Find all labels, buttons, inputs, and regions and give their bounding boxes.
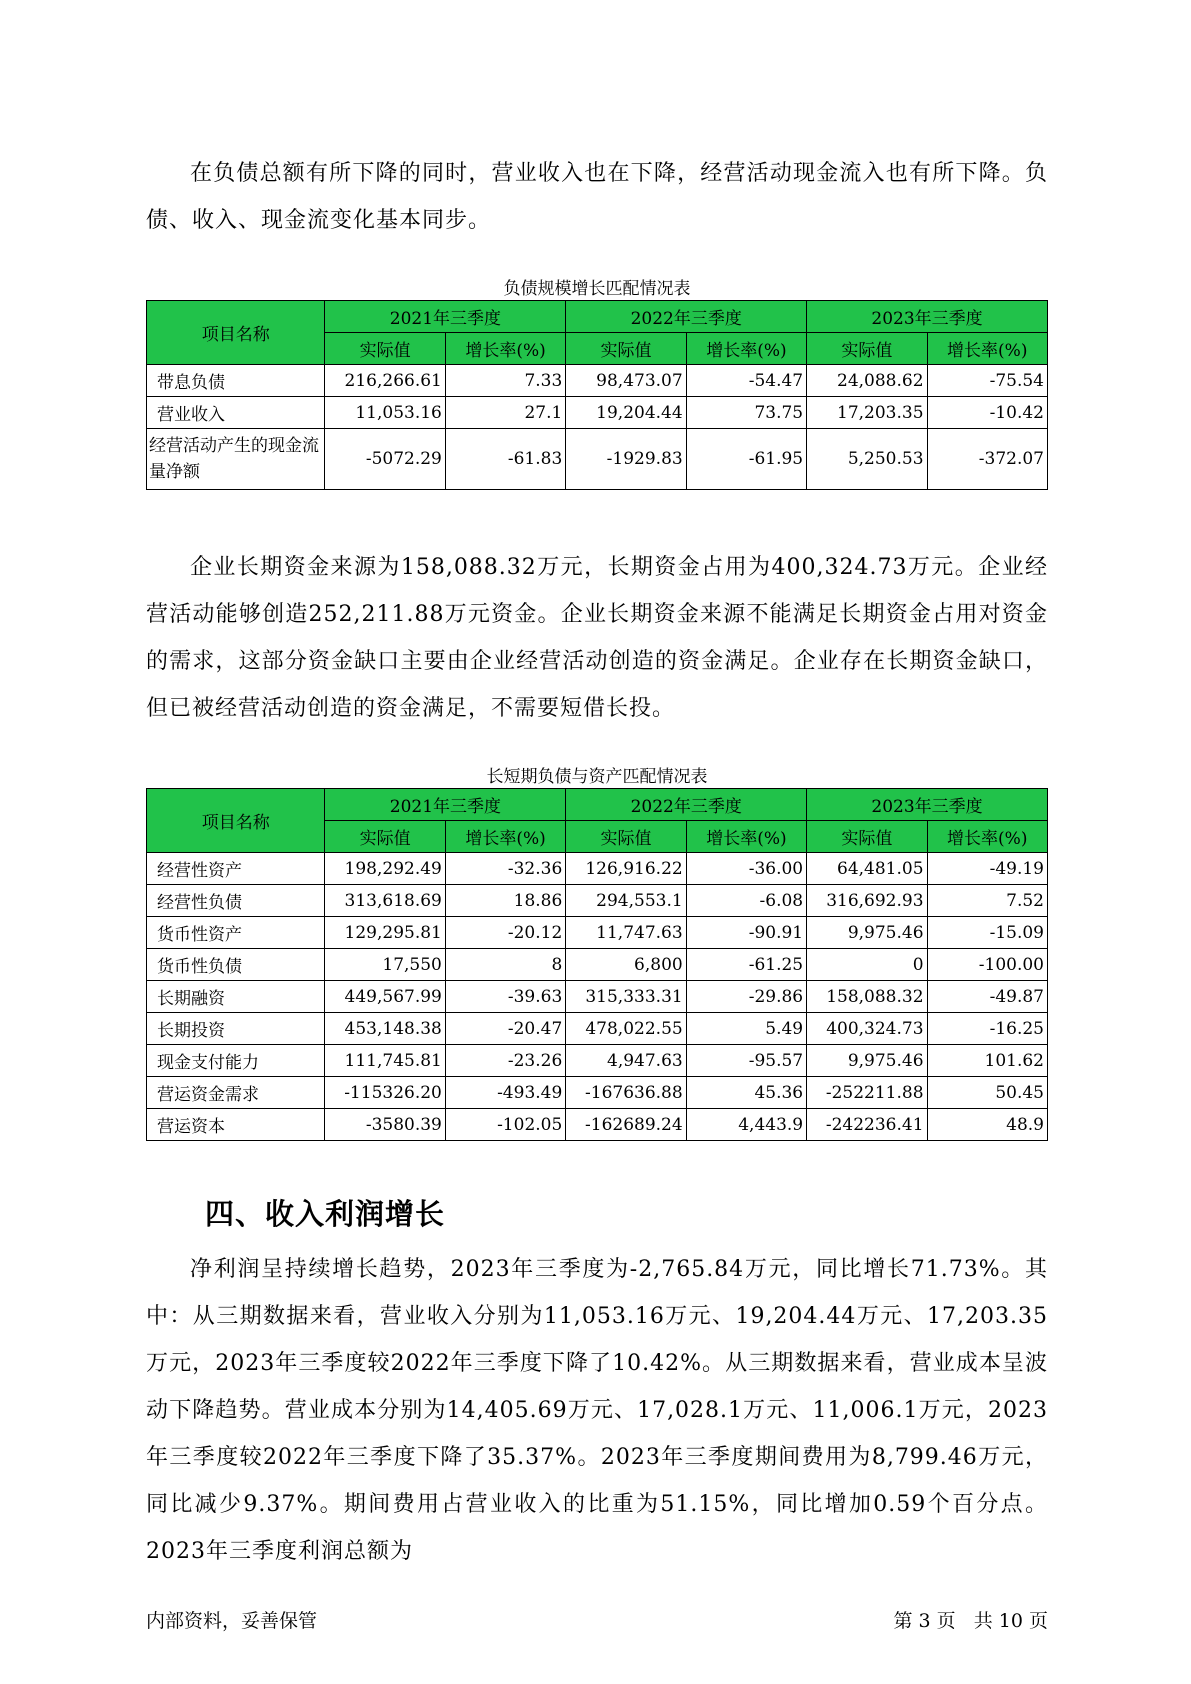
footer-page-number: 第 3 页 共 10 页: [893, 1610, 1048, 1632]
table-row: [147, 949, 1048, 981]
growth-rate-header: 增长率(%): [445, 333, 565, 365]
growth-rate-header: 增长率(%): [927, 333, 1047, 365]
table-cell: 316,692.93: [807, 885, 927, 917]
table-cell: 315,333.31: [566, 981, 686, 1013]
row-label: 现金支付能力: [147, 1045, 325, 1077]
row-label: 货币性负债: [147, 949, 325, 981]
table-cell: -242236.41: [807, 1109, 927, 1141]
table-cell: 98,473.07: [566, 365, 686, 397]
table-cell: 478,022.55: [566, 1013, 686, 1045]
table-cell: -49.87: [927, 981, 1047, 1013]
period-header: 2022年三季度: [566, 789, 807, 821]
table-cell: 64,481.05: [807, 853, 927, 885]
growth-rate-header: 增长率(%): [686, 333, 806, 365]
intro-paragraph: 在负债总额有所下降的同时，营业收入也在下降，经营活动现金流入也有所下降。负债、收入、现金流变化基本同步。: [146, 161, 1048, 233]
item-name-header: 项目名称: [147, 789, 325, 853]
table-row: [147, 917, 1048, 949]
growth-rate-header: 增长率(%): [686, 821, 806, 853]
table-cell: 73.75: [686, 397, 806, 429]
period-header: 2021年三季度: [325, 789, 566, 821]
actual-value-header: 实际值: [566, 333, 686, 365]
table-row: [147, 1045, 1048, 1077]
table-row: [147, 981, 1048, 1013]
table-cell: 50.45: [927, 1077, 1047, 1109]
table-cell: 4,443.9: [686, 1109, 806, 1141]
table-cell: -10.42: [927, 397, 1047, 429]
table-cell: 7.52: [927, 885, 1047, 917]
table-row: [147, 397, 1048, 429]
table-cell: -36.00: [686, 853, 806, 885]
table-cell: -493.49: [445, 1077, 565, 1109]
table-cell: -372.07: [927, 429, 1047, 490]
table-cell: 313,618.69: [325, 885, 445, 917]
row-label: 长期融资: [147, 981, 325, 1013]
table2-caption: 长短期负债与资产匹配情况表: [486, 767, 708, 787]
table-cell: -20.12: [445, 917, 565, 949]
table-cell: 4,947.63: [566, 1045, 686, 1077]
table-cell: 8: [445, 949, 565, 981]
actual-value-header: 实际值: [566, 821, 686, 853]
table-cell: 449,567.99: [325, 981, 445, 1013]
row-label: 长期投资: [147, 1013, 325, 1045]
actual-value-header: 实际值: [325, 821, 445, 853]
table-cell: -39.63: [445, 981, 565, 1013]
table-cell: -115326.20: [325, 1077, 445, 1109]
table-cell: 158,088.32: [807, 981, 927, 1013]
table-cell: -95.57: [686, 1045, 806, 1077]
table-cell: -32.36: [445, 853, 565, 885]
row-label: 营运资金需求: [147, 1077, 325, 1109]
table-cell: 6,800: [566, 949, 686, 981]
table-row: [147, 853, 1048, 885]
table-cell: 5.49: [686, 1013, 806, 1045]
table-row: [147, 885, 1048, 917]
row-label: 货币性资产: [147, 917, 325, 949]
table-cell: 7.33: [445, 365, 565, 397]
row-label: 营运资本: [147, 1109, 325, 1141]
table-cell: 11,053.16: [325, 397, 445, 429]
table-cell: 17,203.35: [807, 397, 927, 429]
table-row: [147, 429, 1048, 490]
table-cell: 101.62: [927, 1045, 1047, 1077]
row-label: 营业收入: [147, 397, 325, 429]
table-cell: -90.91: [686, 917, 806, 949]
period-header: 2021年三季度: [325, 301, 566, 333]
table-cell: 48.9: [927, 1109, 1047, 1141]
table-cell: -23.26: [445, 1045, 565, 1077]
table-cell: 11,747.63: [566, 917, 686, 949]
growth-rate-header: 增长率(%): [927, 821, 1047, 853]
table-cell: 5,250.53: [807, 429, 927, 490]
table-cell: -20.47: [445, 1013, 565, 1045]
row-label: 经营性负债: [147, 885, 325, 917]
period-header: 2023年三季度: [807, 301, 1048, 333]
table-cell: -75.54: [927, 365, 1047, 397]
table-row: [147, 1013, 1048, 1045]
table-cell: -16.25: [927, 1013, 1047, 1045]
table-cell: 27.1: [445, 397, 565, 429]
table-cell: 111,745.81: [325, 1045, 445, 1077]
table-cell: 198,292.49: [325, 853, 445, 885]
table-cell: 17,550: [325, 949, 445, 981]
table-cell: -6.08: [686, 885, 806, 917]
table-row: [147, 1109, 1048, 1141]
footer-confidential-note: 内部资料，妥善保管: [146, 1610, 318, 1632]
table-cell: 0: [807, 949, 927, 981]
section-heading: 四、收入利润增长: [205, 1197, 446, 1231]
table-cell: 453,148.38: [325, 1013, 445, 1045]
middle-paragraph: 企业长期资金来源为158,088.32万元，长期资金占用为400,324.73万元。企业经营活动能够创造252,211.88万元资金。企业长期资金来源不能满足长期资金占用对资金的需求，这部分资金缺口主要由企业经营活动创造的资金满足。企业存在长期资金缺口，但已被经营活动创造的资金满足，不需要短借长投。: [146, 555, 1048, 721]
actual-value-header: 实际值: [807, 821, 927, 853]
period-header: 2023年三季度: [807, 789, 1048, 821]
table-cell: -252211.88: [807, 1077, 927, 1109]
table-cell: -1929.83: [566, 429, 686, 490]
row-label: 经营活动产生的现金流量净额: [147, 429, 325, 490]
table-cell: 400,324.73: [807, 1013, 927, 1045]
table-cell: 9,975.46: [807, 917, 927, 949]
section-paragraph: 净利润呈持续增长趋势，2023年三季度为-2,765.84万元，同比增长71.73%。其中：从三期数据来看，营业收入分别为11,053.16万元、19,204.44万元、17,203.35万元，2023年三季度较2022年三季度下降了10.42%。从三期数据来看，营业成本呈波动下降趋势。营业成本分别为14,405.69万元、17,028.1万元、11,006.1万元，2023年三季度较2022年三季度下降了35.37%。2023年三季度期间费用为8,799.46万元，同比减少9.37%。期间费用占营业收入的比重为51.15%，同比增加0.59个百分点。2023年三季度利润总额为: [146, 1257, 1048, 1564]
actual-value-header: 实际值: [807, 333, 927, 365]
table-cell: -49.19: [927, 853, 1047, 885]
table-cell: -61.95: [686, 429, 806, 490]
table-cell: 216,266.61: [325, 365, 445, 397]
debt-growth-table: [146, 300, 1048, 490]
table-cell: -162689.24: [566, 1109, 686, 1141]
row-label: 经营性资产: [147, 853, 325, 885]
table-cell: 294,553.1: [566, 885, 686, 917]
table-cell: -167636.88: [566, 1077, 686, 1109]
table-cell: -61.25: [686, 949, 806, 981]
period-header: 2022年三季度: [566, 301, 807, 333]
table-cell: -102.05: [445, 1109, 565, 1141]
asset-liability-match-table: [146, 788, 1048, 1141]
table1-caption: 负债规模增长匹配情况表: [503, 279, 691, 299]
growth-rate-header: 增长率(%): [445, 821, 565, 853]
table-cell: 129,295.81: [325, 917, 445, 949]
table-cell: 9,975.46: [807, 1045, 927, 1077]
table-cell: 18.86: [445, 885, 565, 917]
actual-value-header: 实际值: [325, 333, 445, 365]
table-cell: -61.83: [445, 429, 565, 490]
table-cell: 126,916.22: [566, 853, 686, 885]
table-cell: -3580.39: [325, 1109, 445, 1141]
table-cell: 24,088.62: [807, 365, 927, 397]
table-cell: -5072.29: [325, 429, 445, 490]
table-row: [147, 365, 1048, 397]
table-row: [147, 1077, 1048, 1109]
table-cell: 19,204.44: [566, 397, 686, 429]
table-cell: -54.47: [686, 365, 806, 397]
table-cell: -15.09: [927, 917, 1047, 949]
row-label: 带息负债: [147, 365, 325, 397]
table-cell: -29.86: [686, 981, 806, 1013]
table-cell: -100.00: [927, 949, 1047, 981]
table-cell: 45.36: [686, 1077, 806, 1109]
item-name-header: 项目名称: [147, 301, 325, 365]
